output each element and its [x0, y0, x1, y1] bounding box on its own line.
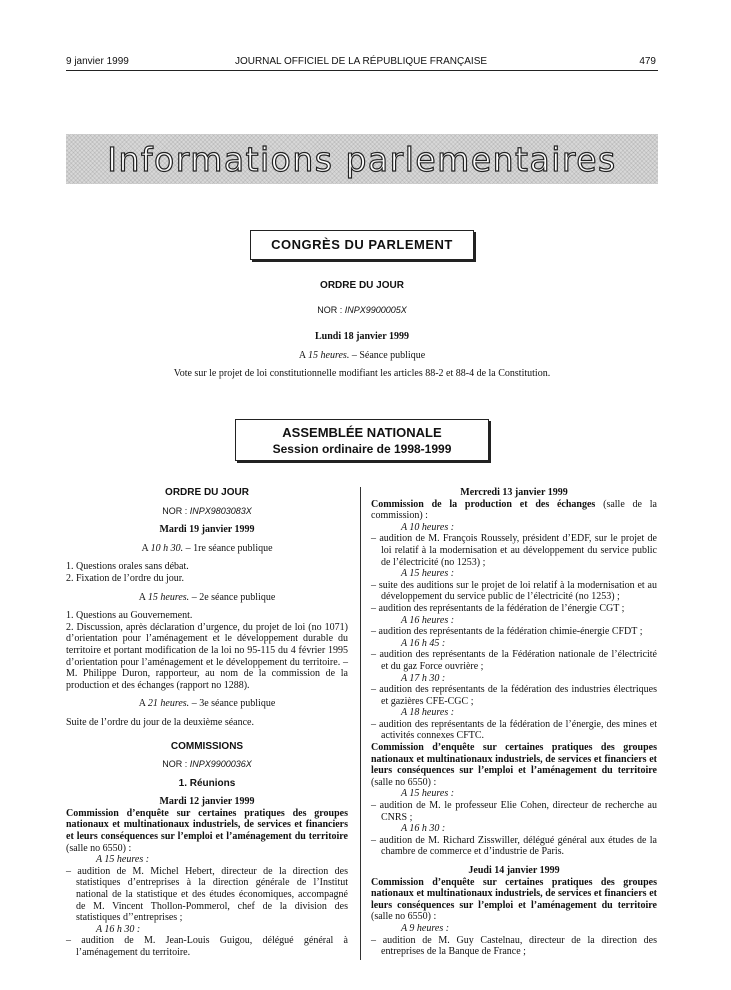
right-item-time: A 18 heures : — [401, 707, 455, 719]
commission-title: Commission de la production et des échanges — [371, 498, 596, 510]
header-date: 9 janvier 1999 — [66, 56, 129, 67]
commissions-heading: COMMISSIONS — [170, 740, 244, 752]
right-item-text: – audition des représentants de la Fédération nationale de l’électricité et du gaz Force ouvrière ; — [371, 649, 657, 672]
time-suffix: – Séance publique — [349, 350, 426, 361]
header-rule — [66, 70, 658, 71]
nor-code: INPX9803083X — [189, 505, 252, 516]
right-audition3: – audition de M. le professeur Elie Cohen, directeur de recherche au CNRS ; — [371, 800, 657, 823]
nor-code: INPX9900005X — [344, 305, 407, 315]
commission-salle: (salle no 6550) : — [371, 776, 437, 788]
right-item-time: A 16 heures : — [401, 614, 455, 626]
right-item-time: A 17 h 30 : — [401, 672, 446, 684]
time-suffix: – 3e séance publique — [189, 698, 276, 710]
right-commission1 — [371, 499, 657, 522]
left-time2: A 16 h 30 : — [96, 923, 141, 935]
left-commission — [66, 808, 348, 854]
left-audition1: – audition de M. Michel Hebert, directeur de la direction des statistiques d’entreprises à la direction générale de l’Institut national de la statistique et des études économiques, accompagné de M. Vincent Thollon-Pommerol, chef de la division des statistiques d’’entreprises ; — [66, 865, 348, 924]
congres-ordre-heading: ORDRE DU JOUR — [320, 280, 404, 291]
congres-text: Vote sur le projet de loi constitutionnelle modifiant les articles 88-2 et 88-4 de la Constitution. — [173, 368, 551, 379]
right-commission2 — [371, 742, 657, 788]
commission-title: Commission d’enquête sur certaines pratiques des groupes nationaux et multinationaux industriels, de services et financiers et leurs conséquences sur l’emploi et l’aménagement du territoire — [66, 807, 348, 843]
time-prefix: A — [141, 542, 151, 554]
column-divider — [360, 487, 361, 960]
congres-date: Lundi 18 janvier 1999 — [315, 331, 409, 342]
nor-code: INPX9900036X — [189, 759, 252, 770]
header-journal: JOURNAL OFFICIEL DE LA RÉPUBLIQUE FRANÇAISE — [234, 56, 488, 67]
assemblee-title-box — [235, 419, 489, 461]
time-suffix: – 1re séance publique — [183, 542, 273, 554]
assemblee-subtitle: Session ordinaire de 1998-1999 — [272, 442, 452, 456]
commission-salle: (salle no 6550) : — [66, 842, 132, 854]
assemblee-title: ASSEMBLÉE NATIONALE — [282, 425, 442, 440]
header-page-number: 479 — [639, 56, 656, 67]
left-audition2: – audition de M. Jean-Louis Guigou, délégué général à l’aménagement du territoire. — [66, 935, 348, 958]
right-date: Mercredi 13 janvier 1999 — [460, 487, 568, 498]
left-ordre-heading: ORDRE DU JOUR — [165, 487, 249, 498]
right-item-time: A 16 h 45 : — [401, 637, 446, 649]
right-time4: A 16 h 30 : — [401, 823, 446, 835]
time-suffix: – 2e séance publique — [189, 591, 276, 603]
left-date2: Mardi 12 janvier 1999 — [159, 796, 255, 808]
right-item-time: A 15 heures : — [401, 568, 455, 580]
seance2-item: 2. Discussion, après déclaration d’urgence, du projet de loi (no 1071) d’orientation pour l’aménagement et le développement durable du territoire et portant modification de la loi no 95-115 du 4 février 1995 d’orientation pour l’aménagement et le développement du territoire. – M. Philippe Duron, rapporteur, au nom de la commission de la production et des échanges (rapport no 1288). — [66, 621, 348, 691]
seance1-item: 1. Questions orales sans débat. — [66, 561, 189, 573]
seance3-text: Suite de l’ordre du jour de la deuxième séance. — [66, 716, 254, 728]
congres-nor — [66, 305, 658, 317]
left-time1: A 15 heures : — [96, 854, 150, 866]
right-item-text: – audition des représentants de la fédération de l’énergie CGT ; — [371, 602, 625, 614]
seance2-item: 1. Questions au Gouvernement. — [66, 610, 193, 622]
right-item-text: – audition des représentants de la fédération des industries électriques et gazières CFE-CGC ; — [371, 684, 657, 707]
right-item-text: – audition des représentants de la fédération de l’énergie, des mines et activités connexes CFTC. — [371, 718, 657, 742]
time-value: 15 heures. — [147, 591, 190, 603]
right-item-time: A 10 heures : — [401, 521, 455, 533]
seance3-time — [66, 698, 348, 710]
right-item-text: – audition des représentants de la fédération chimie-énergie CFDT ; — [371, 626, 643, 638]
right-audition4: – audition de M. Richard Zisswiller, délégué général aux études de la chambre de commerce et d’industrie de Paris. — [371, 834, 657, 858]
congres-time — [66, 350, 658, 362]
right-commission3 — [371, 877, 657, 923]
time-value: 10 h 30. — [150, 542, 184, 554]
time-value: 21 heures. — [147, 698, 190, 710]
right-time5: A 9 heures : — [401, 922, 450, 934]
right-time3: A 15 heures : — [401, 788, 455, 800]
right-column — [371, 487, 657, 958]
congres-title-box: CONGRÈS DU PARLEMENT — [250, 230, 474, 260]
right-item-text: – audition de M. François Roussely, président d’EDF, sur le projet de loi relatif à la modernisation et au développement du service public de l’électricité (no 1253) ; — [371, 533, 657, 568]
commission-title: Commission d’enquête sur certaines pratiques des groupes nationaux et multinationaux industriels, de services et financiers et leurs conséquences sur l’emploi et l’aménagement du territoire — [371, 876, 657, 911]
right-date2: Jeudi 14 janvier 1999 — [468, 865, 560, 876]
seance1-time — [66, 543, 348, 555]
commission-salle: (salle de la commission) : — [371, 498, 657, 522]
left-date: Mardi 19 janvier 1999 — [159, 524, 255, 536]
seance2-time — [66, 592, 348, 604]
commission-salle: (salle no 6550) : — [371, 911, 437, 923]
banner-title: Informations parlementaires — [107, 140, 617, 179]
right-audition5: – audition de M. Guy Castelnau, directeur de la direction des entreprises de la Banque de France ; — [371, 934, 657, 958]
time-prefix: A — [138, 591, 148, 603]
nor-label: NOR : — [162, 505, 190, 516]
time-prefix: A — [298, 350, 309, 361]
left-nor — [66, 506, 348, 518]
seance1-item: 2. Fixation de l’ordre du jour. — [66, 572, 185, 584]
nor-label: NOR : — [162, 759, 190, 770]
time-prefix: A — [138, 698, 148, 710]
time-value: 15 heures. — [308, 350, 350, 361]
commissions-nor — [66, 759, 348, 771]
reunions-heading: 1. Réunions — [178, 777, 236, 789]
running-header — [66, 56, 656, 70]
commission-title: Commission d’enquête sur certaines pratiques des groupes nationaux et multinationaux industriels, de services et financiers et leurs conséquences sur l’emploi et l’aménagement du territoire — [371, 742, 657, 777]
left-column — [66, 487, 348, 959]
right-item-text: – suite des auditions sur le projet de loi relatif à la modernisation et au développement du service public de l’électricité (no 1253) ; — [371, 579, 657, 603]
nor-label: NOR : — [317, 305, 345, 315]
